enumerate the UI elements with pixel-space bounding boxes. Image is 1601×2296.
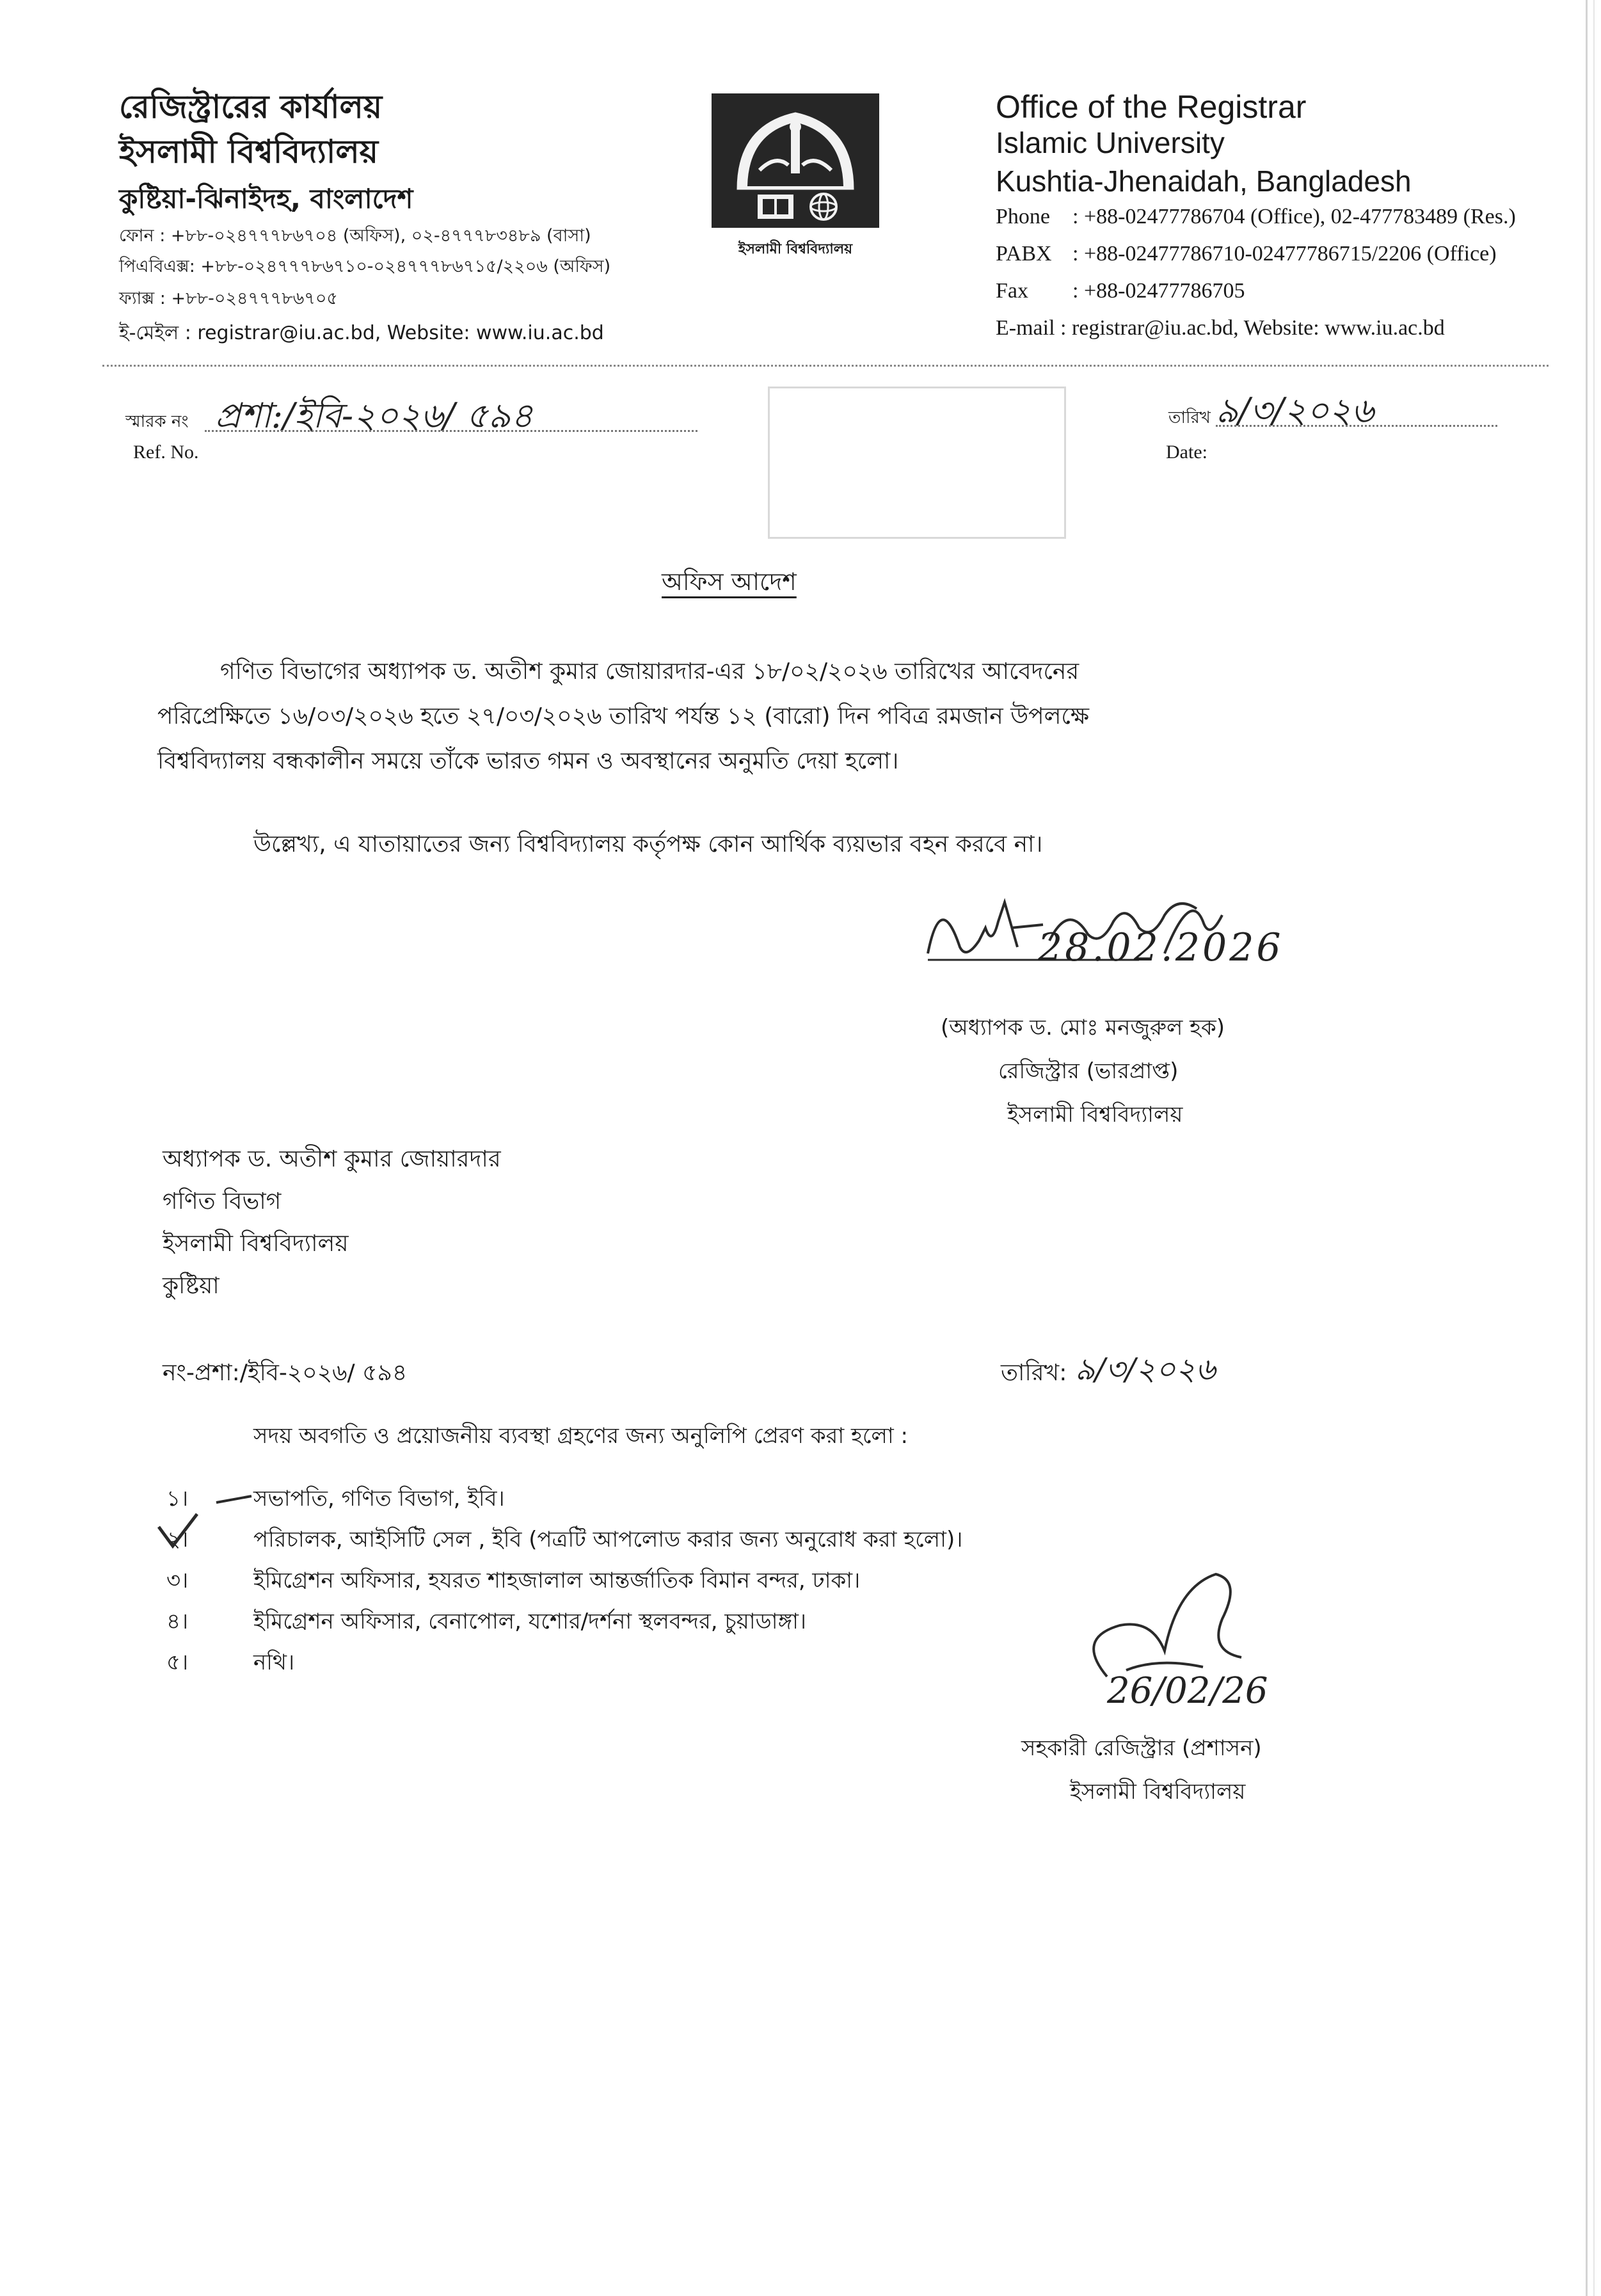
order-heading: অফিস আদেশ xyxy=(662,568,797,596)
en-email: E-mail : registrar@iu.ac.bd, Website: www.iu.ac.bd xyxy=(996,316,1445,340)
order-para1-line2: পরিপ্রেক্ষিতে ১৬/০৩/২০২৬ হতে ২৭/০৩/২০২৬ তারিখ পর্যন্ত ১২ (বারো) দিন পবিত্র রমজান উপলক্ষে xyxy=(157,703,1090,729)
assistant-org: ইসলামী বিশ্ববিদ্যালয় xyxy=(1070,1779,1246,1805)
assistant-signature-date: 26/02/26 xyxy=(1107,1670,1268,1712)
letterhead-en-office: Office of the Registrar xyxy=(996,89,1307,125)
order-para2: উল্লেখ্য, এ যাতায়াতের জন্য বিশ্ববিদ্যালয় কর্তৃপক্ষ কোন আর্থিক ব্যয়ভার বহন করবে না। xyxy=(253,831,1043,857)
copy-ref: নং-প্রশা:/ইবি-২০২৬/ ৫৯৪ xyxy=(163,1360,408,1386)
ref-number-handwritten: প্রশা:/ইবি-২০২৬/ ৫৯৪ xyxy=(215,395,534,436)
en-phone-value: : +88-02477786704 (Office), 02-477783489 (Res.) xyxy=(1072,205,1516,228)
en-pabx-value: : +88-02477786710-02477786715/2206 (Office) xyxy=(1072,242,1497,266)
letterhead-bn-office: রেজিস্ট্রারের কার্যালয় xyxy=(119,88,383,125)
copy-item-text: ইমিগ্রেশন অফিসার, হযরত শাহজালাল আন্তর্জাতিক বিমান বন্দর, ঢাকা। xyxy=(253,1568,861,1593)
recipient-line1: অধ্যাপক ড. অতীশ কুমার জোয়ারদার xyxy=(163,1146,501,1172)
date-handwritten: ৯/৩/২০২৬ xyxy=(1216,390,1374,431)
university-logo xyxy=(712,93,879,228)
recipient-line3: ইসলামী বিশ্ববিদ্যালয় xyxy=(163,1231,349,1257)
handwritten-tick xyxy=(139,1495,255,1559)
ref-label-en: Ref. No. xyxy=(133,442,199,463)
en-pabx-label: PABX xyxy=(996,242,1052,266)
copy-intro: সদয় অবগতি ও প্রয়োজনীয় ব্যবস্থা গ্রহণের জন্য অনুলিপি প্রেরণ করা হলো : xyxy=(253,1423,909,1449)
copy-item-num: ১। xyxy=(166,1486,189,1511)
copy-item-num: ৩। xyxy=(166,1568,189,1593)
copy-item-text: সভাপতি, গণিত বিভাগ, ইবি। xyxy=(253,1486,505,1511)
signature-scribble-icon xyxy=(1049,1561,1293,1747)
letterhead-bn-email: ই-মেইল : registrar@iu.ac.bd, Website: www.iu.ac.bd xyxy=(119,322,604,344)
checkmark-icon xyxy=(139,1495,255,1559)
copy-item-num: ৪। xyxy=(166,1609,189,1634)
assistant-title: সহকারী রেজিস্ট্রার (প্রশাসন) xyxy=(1021,1735,1262,1761)
copy-item-text: ইমিগ্রেশন অফিসার, বেনাপোল, যশোর/দর্শনা স্থলবন্দর, চুয়াডাঙ্গা। xyxy=(253,1609,807,1634)
copy-item-num: ২। xyxy=(166,1527,189,1552)
letterhead-bn-pabx: পিএবিএক্স: +৮৮-০২৪৭৭৭৮৬৭১০-০২৪৭৭৭৮৬৭১৫/২২০৬ (অফিস) xyxy=(119,257,611,276)
en-phone-label: Phone xyxy=(996,205,1050,228)
ref-label-bn: স্মারক নং xyxy=(125,412,189,431)
en-fax-label: Fax xyxy=(996,279,1028,303)
date-dotted-line xyxy=(1216,425,1497,427)
ref-dotted-line xyxy=(205,430,697,432)
logo-caption: ইসলামী বিশ্ববিদ্যালয় xyxy=(738,241,853,257)
registrar-title: রেজিস্ট্রার (ভারপ্রাপ্ত) xyxy=(998,1058,1179,1084)
scan-edge-line xyxy=(1593,0,1595,2296)
date-label-bn: তারিখ xyxy=(1168,408,1211,427)
letterhead-bn-location: কুষ্টিয়া-ঝিনাইদহ, বাংলাদেশ xyxy=(119,183,413,214)
letterhead-bn-fax: ফ্যাক্স : +৮৮-০২৪৭৭৭৮৬৭০৫ xyxy=(119,289,338,308)
en-fax-value: : +88-02477786705 xyxy=(1072,279,1245,303)
copy-item-text: পরিচালক, আইসিটি সেল , ইবি (পত্রটি আপলোড করার জন্য অনুরোধ করা হলো)। xyxy=(253,1527,963,1552)
registrar-org: ইসলামী বিশ্ববিদ্যালয় xyxy=(1007,1102,1183,1128)
recipient-line2: গণিত বিভাগ xyxy=(163,1188,282,1215)
letterhead-en-university: Islamic University xyxy=(996,126,1225,159)
letterhead-divider xyxy=(102,365,1549,367)
faint-receipt-stamp xyxy=(768,387,1066,539)
registrar-name: (অধ্যাপক ড. মোঃ মনজুরুল হক) xyxy=(941,1015,1225,1040)
university-seal-icon xyxy=(712,93,879,228)
letterhead-en-location: Kushtia-Jhenaidah, Bangladesh xyxy=(996,164,1412,198)
registrar-signature-date: 28.02.2026 xyxy=(1038,925,1284,970)
copy-date-label: তারিখ: xyxy=(1001,1360,1067,1386)
copy-date-handwritten: ৯/৩/২০২৬ xyxy=(1075,1351,1216,1387)
letterhead-bn-phone: ফোন : +৮৮-০২৪৭৭৭৮৬৭০৪ (অফিস), ০২-৪৭৭৭৮৩৪৮৯ (বাসা) xyxy=(119,226,591,246)
order-para1-line3: বিশ্ববিদ্যালয় বন্ধকালীন সময়ে তাঁকে ভারত গমন ও অবস্থানের অনুমতি দেয়া হলো। xyxy=(157,748,899,774)
order-para1-line1: গণিত বিভাগের অধ্যাপক ড. অতীশ কুমার জোয়ারদার-এর ১৮/০২/২০২৬ তারিখের আবেদনের xyxy=(220,658,1079,685)
assistant-signature xyxy=(1049,1561,1293,1747)
copy-item-text: নথি। xyxy=(253,1650,295,1675)
letterhead-bn-university: ইসলামী বিশ্ববিদ্যালয় xyxy=(119,133,379,170)
copy-item-num: ৫। xyxy=(166,1650,189,1675)
scan-edge-line xyxy=(1586,0,1588,2296)
date-label-en: Date: xyxy=(1166,442,1207,463)
recipient-line4: কুষ্টিয়া xyxy=(163,1273,219,1299)
